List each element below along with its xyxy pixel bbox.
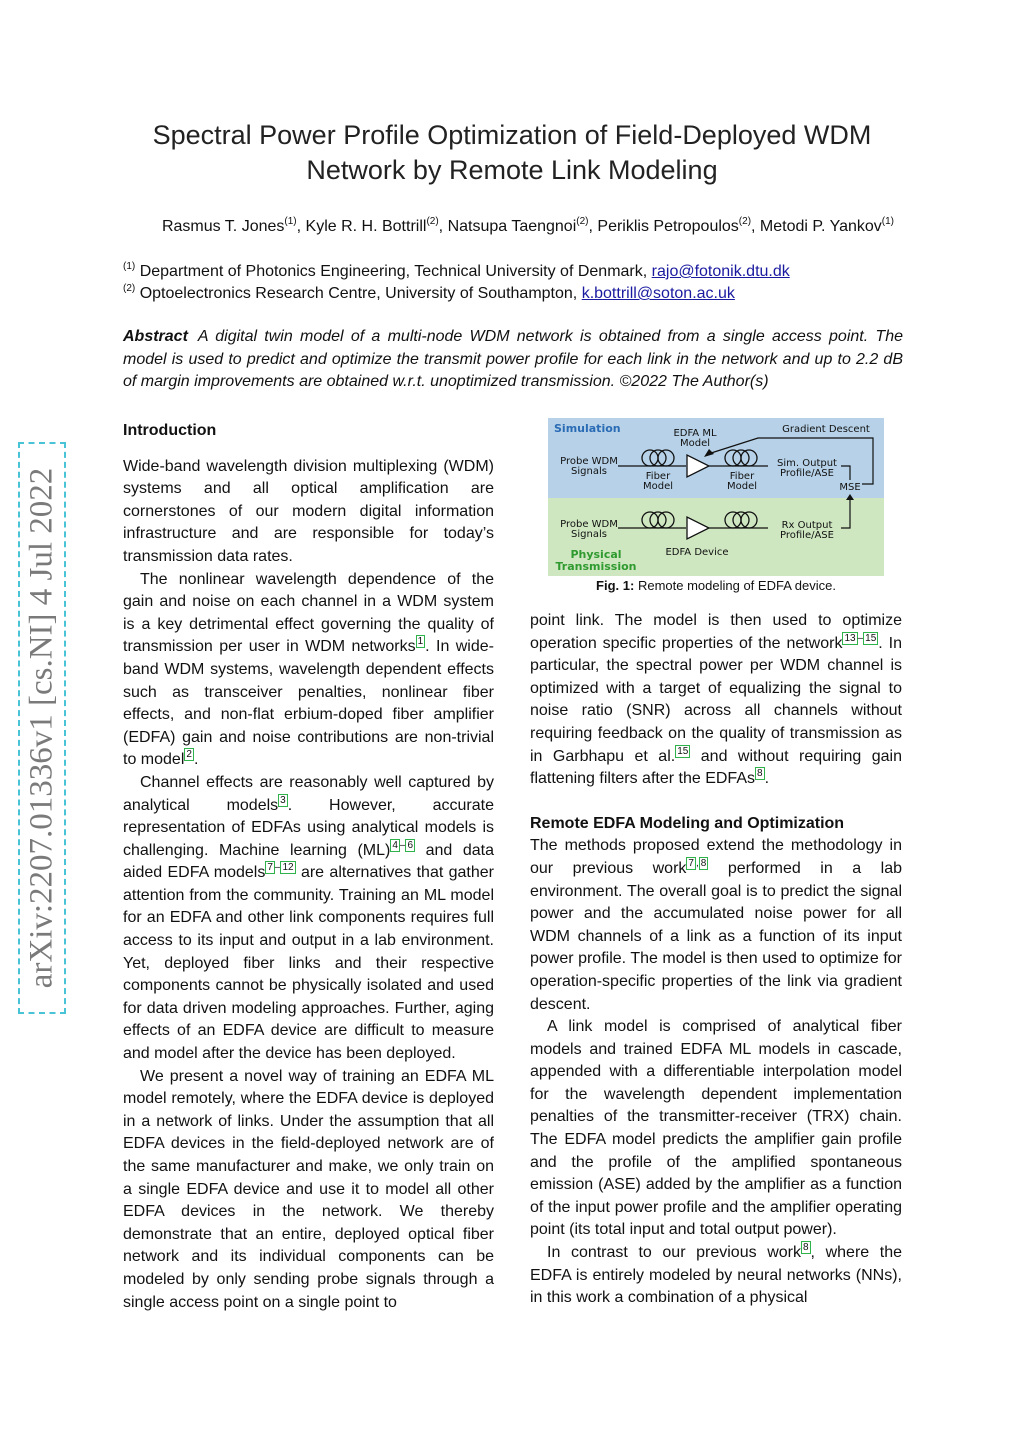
citation-link[interactable]: 1 [417, 636, 424, 648]
arxiv-stamp[interactable] [18, 442, 66, 1014]
section-heading-introduction: Introduction [123, 422, 217, 439]
left-column [123, 420, 494, 1314]
edfa-ml-label: Model [679, 438, 711, 449]
rx-output-label: Rx Output [781, 520, 833, 531]
affiliation-text: Department of Photonics Engineering, Technical University of Denmark, [139, 263, 648, 280]
author-affiliation-mark: (2) [738, 216, 752, 227]
fiber-model-label: Model [726, 481, 758, 492]
email-link[interactable]: rajo@fotonik.dtu.dk [651, 263, 790, 280]
citation-link[interactable]: 6 [407, 839, 414, 851]
affiliation-text: Optoelectronics Research Centre, University of Southampton, [139, 285, 578, 302]
affiliation-mark: (2) [123, 283, 136, 294]
citation-link[interactable]: 13 [844, 632, 856, 644]
sim-output-label: Profile/ASE [780, 468, 834, 479]
paragraph: Wide-band wavelength division multiplexing (WDM) systems and all optical amplification are cornerstones of our modern digital information infrastructure and are responsible for today’s transmission data rates. [123, 457, 494, 565]
paragraph: The methods proposed extend the methodology in our previous work $^7$ , $^8$ performed in a lab environment. The overall goal is to predict the signal power and the accumulated noise power for all WDM channels of a link as a function of its input power profile. The model is then used to optimize for operation-specific properties of the link via gradient descent. [530, 837, 903, 1013]
citation-link[interactable]: 8 [802, 1242, 809, 1254]
citation-link[interactable]: 3 [280, 794, 286, 806]
citation-link[interactable]: 2 [186, 749, 192, 761]
mse-label: MSE [839, 482, 861, 493]
author-name: Periklis Petropoulos [597, 218, 739, 235]
author-list: Rasmus T. Jones$^{(1)}$, Kyle R. H. Bottrill$^{(2)}$, Natsupa Taengnoi$^{(2)}$, Periklis Petropoulos$^{(2)}$, Metodi P. Yankov$^{(1)}$ [161, 216, 895, 235]
caption-label: Fig. 1: [596, 578, 635, 593]
rx-output-label: Profile/ASE [780, 530, 834, 541]
affiliation-row [123, 261, 790, 283]
citation-link[interactable]: 15 [865, 632, 877, 644]
fiber-model-label: Fiber [645, 471, 671, 482]
author-affiliation-mark: (1) [284, 216, 297, 227]
affiliation-row [123, 283, 790, 305]
title-line-2: Network by Remote Link Modeling [306, 155, 718, 185]
citation-link[interactable]: 7 [267, 862, 273, 874]
abstract-text: A digital twin model of a multi-node WDM network is obtained from a single access point. The model is used to predict and optimize the transmit power profile for each link in the network and up to 2.2 dB of margin improvements are obtained w.r.t. unoptimized transmission. ©2022 The Author(s) [123, 328, 903, 390]
citation-link[interactable]: 8 [757, 768, 763, 780]
fiber-model-label: Model [642, 481, 674, 492]
author-affiliation-mark: (2) [426, 216, 439, 227]
author-name: Natsupa Taengnoi [447, 218, 577, 235]
citation-link[interactable]: 8 [700, 857, 707, 869]
figure-1 [548, 418, 884, 576]
paragraph: The nonlinear wavelength dependence of the gain and noise on each channel in a WDM system is a key detrimental effect governing the quality of transmission per user in WDM networks $^1$ . In wide-band WDM systems, wavelength dependent effects such as transceiver penalties, nonlinear fiber effects, and non-flat erbium-doped fiber amplifier (EDFA) gain and noise contributions are non-trivial to model $^2$ . [123, 570, 494, 769]
sim-output-label: Sim. Output [777, 458, 837, 469]
abstract-label: Abstract [123, 328, 188, 345]
probe-label: Probe WDM [560, 519, 618, 530]
probe-label: Signals [571, 529, 607, 540]
title-line-1: Spectral Power Profile Optimization of Field-Deployed WDM [152, 120, 872, 150]
affiliation-mark: (1) [123, 261, 136, 272]
right-column [530, 610, 902, 1310]
author-name: Kyle R. H. Bottrill [305, 218, 427, 235]
edfa-ml-label: EDFA ML [673, 428, 717, 439]
arxiv-id: arXiv:2207.01336v1 [cs.NI] 4 Jul 2022 [23, 467, 60, 989]
author-affiliation-mark: (2) [576, 216, 589, 227]
paragraph: point link. The model is then used to optimize operation specific properties of the network $^{13}$ – $^{15}$ . In particular, the spectral power per WDM channel is optimized with a target of equalizing the signal to noise ratio (SNR) across all channels without requiring feedback on the quality of transmission as in Garbhapu et al. $^{15}$ and without requiring gain flattening filters after the EDFAs $^8$ . [530, 612, 902, 788]
affiliations [123, 261, 790, 305]
author-name: Metodi P. Yankov [759, 218, 882, 235]
author-name: Rasmus T. Jones [161, 218, 285, 235]
paragraph: A link model is comprised of analytical fiber models and trained EDFA ML models in cascade, appended with a differentiable interpolation model for the wavelength dependent implementation penalties of the transmitter-receiver (TRX) chain. The EDFA model predicts the amplifier gain profile and the profile of the amplified spontaneous emission (ASE) added by the amplifier as a function of the input power profile and the amplifier operating point (its total input and total output power). [530, 1018, 902, 1239]
figure-caption [530, 578, 902, 593]
section-heading-remote-edfa: Remote EDFA Modeling and Optimization [530, 814, 845, 832]
citation-link[interactable]: 4 [392, 839, 398, 851]
gradient-descent-label: Gradient Descent [782, 424, 870, 435]
fiber-model-label: Fiber [729, 471, 755, 482]
paper-title [0, 118, 1024, 188]
citation-link[interactable]: 12 [282, 862, 294, 874]
email-link[interactable]: k.bottrill@soton.ac.uk [581, 285, 735, 302]
abstract [123, 326, 903, 394]
paragraph: We present a novel way of training an EDFA ML model remotely, where the EDFA device is deployed in a network of links. Under the assumption that all EDFA devices in the field-deployed network are of the same manufacturer and make, we only train on a single EDFA device and use it to model all other EDFA devices in the network. We thereby demonstrate that an entire, deployed optical fiber network and its individual components can be modeled by only sending probe signals through a single access point on a single point to [123, 1067, 494, 1311]
physical-label: Physical [570, 548, 622, 561]
probe-label: Probe WDM [560, 456, 618, 467]
citation-link[interactable]: 15 [677, 745, 689, 757]
citation-link[interactable]: 7 [688, 857, 694, 869]
probe-label: Signals [571, 466, 607, 477]
paragraph: In contrast to our previous work $^8$ , where the EDFA is entirely modeled by neural networks (NNs), in this work a combination of a physical [530, 1242, 903, 1307]
edfa-device-label: EDFA Device [665, 547, 729, 558]
paragraph: Channel effects are reasonably well captured by analytical models $^3$ . However, accurate representation of EDFAs using analytical models is challenging. Machine learning (ML) $^4$ – $^6$ and data aided EDFA models $^7$ – $^{12}$ are alternatives that gather attention from the community. Training an ML model for an EDFA and other link components requires full access to its input and output in a lab environment. Yet, deployed fiber links and their respective components cannot be physically isolated and used for data driven modeling approaches. Further, aging effects of an EDFA device are difficult to measure and model after the device has been deployed. [123, 773, 494, 1063]
author-affiliation-mark: (1) [881, 216, 895, 227]
physical-label: Transmission [555, 560, 637, 573]
simulation-label: Simulation [554, 422, 621, 435]
caption-text: Remote modeling of EDFA device. [637, 578, 836, 593]
